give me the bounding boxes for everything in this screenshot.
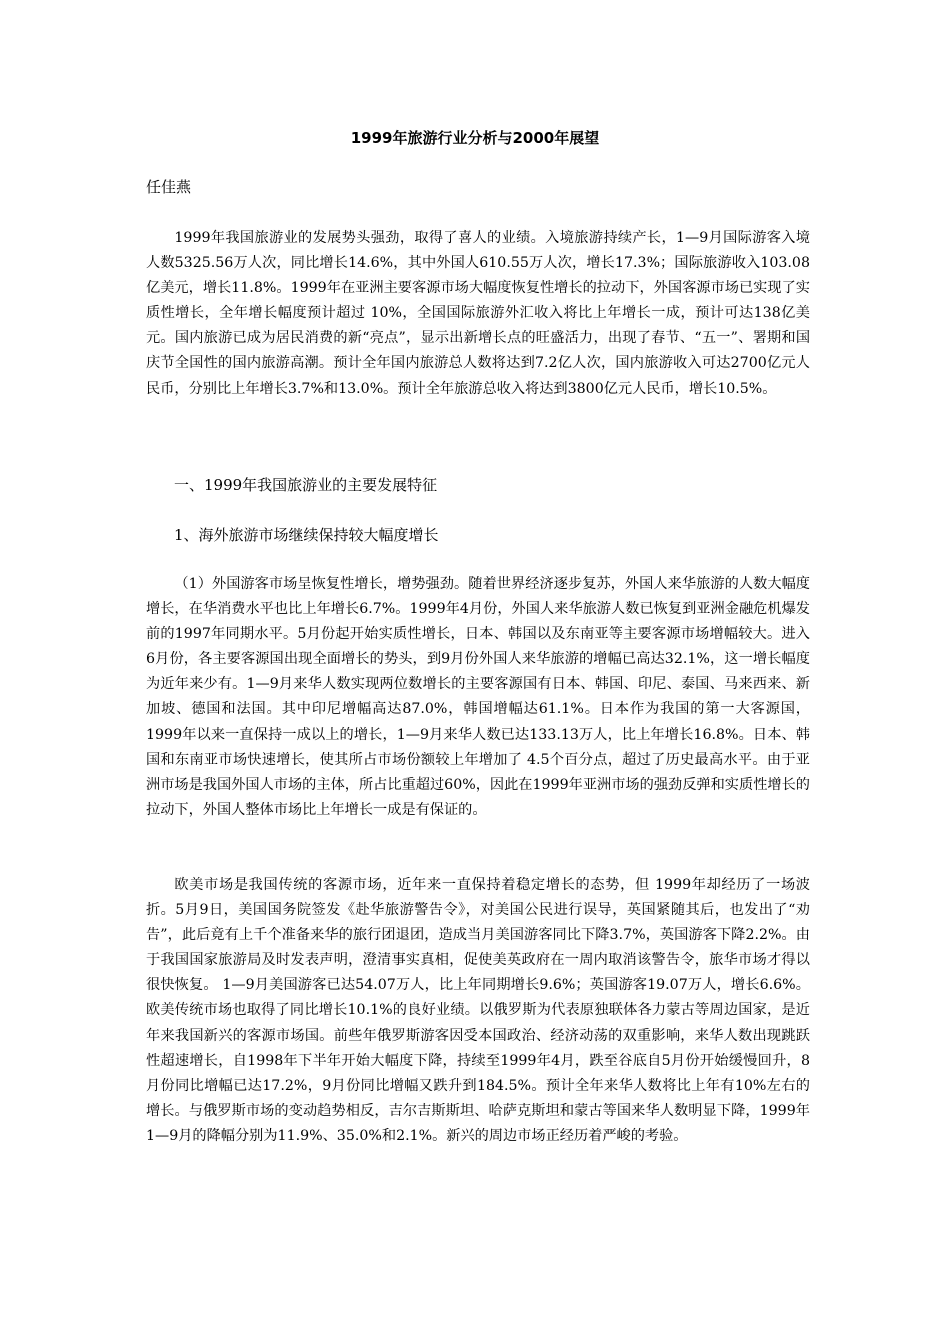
document-title: 1999年旅游行业分析与2000年展望 bbox=[350, 129, 600, 147]
section-heading: 一、1999年我国旅游业的主要发展特征 bbox=[174, 476, 438, 494]
paragraph-foreign-market: （1）外国游客市场呈恢复性增长，增势强劲。随着世界经济逐步复苏，外国人来华旅游的人数大幅度增长，在华消费水平也比上年增长6.7%。1999年4月份，外国人来华旅游人数已恢复到亚洲金融危机爆发前的1997年同期水平。5月份起开始实质性增长，日本、韩国以及东南亚等主要客源市场增幅较大。进入6月份，各主要客源国出现全面增长的势头，到9月份外国人来华旅游的增幅已高达32.1%，这一增长幅度为近年来少有。1—9月来华人数实现两位数增长的主要客源国有日本、韩国、印尼、泰国、马来西来、新加坡、德国和法国。其中印尼增幅高达87.0%，韩国增幅达61.1%。日本作为我国的第一大客源国，1999年以来一直保持一成以上的增长，1—9月来华人数已达133.13万人，比上年增长16.8%。日本、韩国和东南亚市场快速增长，使其所占市场份额较上年增加了 4.5个百分点，超过了历史最高水平。由于亚洲市场是我国外国人市场的主体，所占比重超过60%，因此在1999年亚洲市场的强劲反弹和实质性增长的拉动下，外国人整体市场比上年增长一成是有保证的。 bbox=[146, 576, 810, 818]
paragraph-western-market: 欧美市场是我国传统的客源市场，近年来一直保持着稳定增长的态势，但 1999年却经历了一场波折。5月9日，美国国务院签发《赴华旅游警告令》，对美国公民进行误导，英国紧随其后，也发出了“劝告”，此后竟有上千个准备来华的旅行团退团，造成当月美国游客同比下降3.7%，英国游客下降2.2%。由于我国国家旅游局及时发表声明，澄清事实真相，促使美英政府在一周内取消该警告令，旅华市场才得以很快恢复。 1—9月美国游客已达54.07万人，比上年同期增长9.6%；英国游客19.07万人，增长6.6%。欧美传统市场也取得了同比增长10.1%的良好业绩。以俄罗斯为代表原独联体各力蒙古等周边国家，是近年来我国新兴的客源市场国。前些年俄罗斯游客因受本国政治、经济动荡的双重影响，来华人数出现跳跃性超速增长，自1998年下半年开始大幅度下降，持续至1999年4月，跌至谷底自5月份开始缓慢回升，8月份同比增幅已达17.2%，9月份同比增幅又跌升到184.5%。预计全年来华人数将比上年有10%左右的增长。与俄罗斯市场的变动趋势相反，吉尔吉斯斯坦、哈萨克斯坦和蒙古等国来华人数明显下降，1999年1—9月的降幅分别为11.9%、35.0%和2.1%。新兴的周边市场正经历着严峻的考验。 bbox=[146, 877, 810, 1144]
intro-paragraph: 1999年我国旅游业的发展势头强劲，取得了喜人的业绩。入境旅游持续产长，1—9月国际游客入境人数5325.56万人次，同比增长14.6%，其中外国人610.55万人次，增长17.3%；国际旅游收入103.08亿美元，增长11.8%。1999年在亚洲主要客源市场大幅度恢复性增长的拉动下，外国客源市场已实现了实质性增长，全年增长幅度预计超过 10%，全国国际旅游外汇收入将比上年增长一成，预计可达138亿美元。国内旅游已成为居民消费的新“亮点”，显示出新增长点的旺盛活力，出现了春节、“五一”、署期和国庆节全国性的国内旅游高潮。预计全年国内旅游总人数将达到7.2亿人次，国内旅游收入可达2700亿元人民币，分别比上年增长3.7%和13.0%。预计全年旅游总收入将达到3800亿元人民币，增长10.5%。 bbox=[146, 230, 811, 397]
author-name: 任佳燕 bbox=[146, 178, 192, 196]
subsection-heading: 1、海外旅游市场继续保持较大幅度增长 bbox=[174, 526, 439, 544]
